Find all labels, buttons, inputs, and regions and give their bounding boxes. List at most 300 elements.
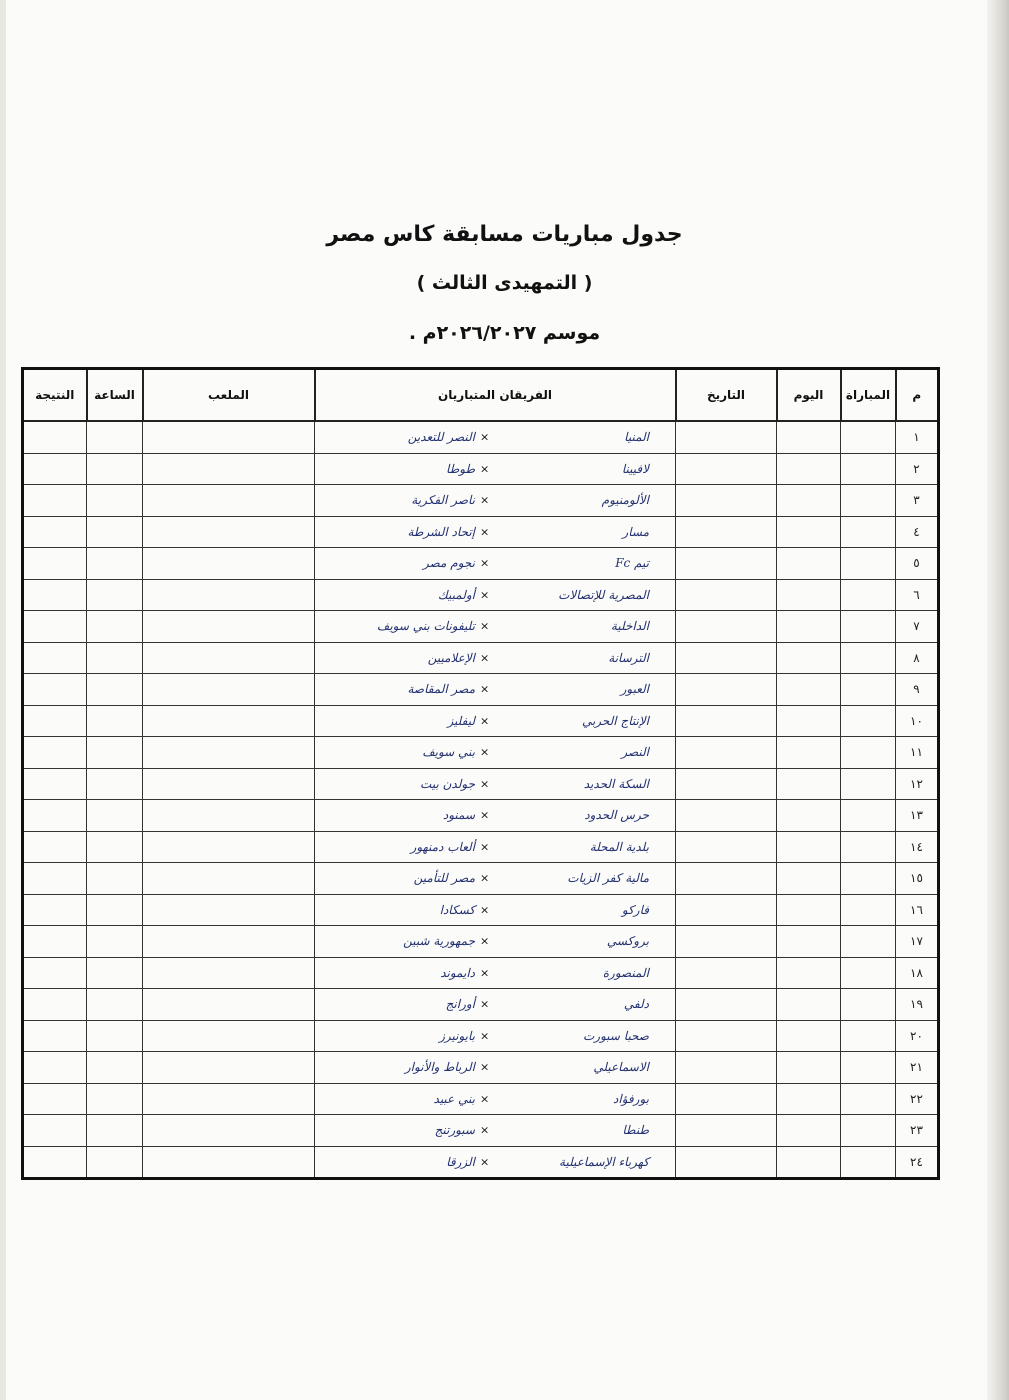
team-b: إتحاد الشرطة [407, 524, 475, 539]
time-cell [87, 421, 143, 453]
teams-cell [315, 1083, 676, 1115]
versus-mark: × [480, 777, 490, 791]
team-b: جولدن بيت [420, 776, 475, 791]
team-a: الألومنيوم [601, 493, 649, 508]
result-cell [23, 957, 87, 989]
day-cell [777, 453, 841, 485]
time-cell [87, 863, 143, 895]
time-cell [87, 1020, 143, 1052]
stadium-cell [143, 674, 315, 706]
match-cell [841, 548, 896, 580]
teams-cell [315, 705, 676, 737]
season-label [0, 322, 1009, 344]
teams-cell [315, 737, 676, 769]
match-cell [841, 516, 896, 548]
match-cell [841, 800, 896, 832]
table-row [23, 831, 939, 863]
team-b: ليفليز [447, 713, 475, 728]
day-cell [777, 800, 841, 832]
teams-cell [315, 1052, 676, 1084]
day-cell [777, 516, 841, 548]
stadium-cell [143, 705, 315, 737]
teams-cell [315, 768, 676, 800]
result-cell [23, 642, 87, 674]
stadium-cell [143, 863, 315, 895]
table-header-row [23, 369, 939, 422]
col-header-num: م [896, 369, 939, 422]
time-cell [87, 926, 143, 958]
result-cell [23, 421, 87, 453]
date-cell [676, 768, 777, 800]
stadium-cell [143, 516, 315, 548]
team-a: الداخلية [610, 619, 649, 634]
team-b: طوطا [446, 461, 475, 476]
stadium-cell [143, 1020, 315, 1052]
result-cell [23, 1146, 87, 1179]
versus-mark: × [480, 525, 490, 539]
table-row [23, 705, 939, 737]
day-cell [777, 642, 841, 674]
result-cell [23, 894, 87, 926]
date-cell [676, 674, 777, 706]
versus-mark: × [480, 556, 490, 570]
day-cell [777, 894, 841, 926]
team-b: بني عبيد [433, 1091, 475, 1106]
versus-mark: × [480, 714, 490, 728]
stadium-cell [143, 548, 315, 580]
date-cell [676, 957, 777, 989]
num-cell: ٦ [896, 579, 939, 611]
time-cell [87, 1115, 143, 1147]
team-a: صحبا سبورت [583, 1028, 649, 1043]
num-cell: ٢٣ [896, 1115, 939, 1147]
date-cell [676, 421, 777, 453]
team-a: الترسانة [608, 650, 649, 665]
team-a: بورفؤاد [613, 1091, 649, 1106]
table-row [23, 1020, 939, 1052]
team-b: بايونيرز [439, 1028, 475, 1043]
result-cell [23, 485, 87, 517]
date-cell [676, 705, 777, 737]
date-cell [676, 863, 777, 895]
time-cell [87, 705, 143, 737]
season-text: موسم ٢٠٢٦/٢٠٢٧م . [408, 322, 601, 344]
time-cell [87, 611, 143, 643]
stadium-cell [143, 957, 315, 989]
num-cell: ١٠ [896, 705, 939, 737]
team-a: لافيينا [621, 461, 649, 476]
match-cell [841, 453, 896, 485]
time-cell [87, 642, 143, 674]
result-cell [23, 1052, 87, 1084]
num-cell: ٢٠ [896, 1020, 939, 1052]
stadium-cell [143, 1083, 315, 1115]
team-a: المنصورة [602, 965, 649, 980]
table-row [23, 579, 939, 611]
teams-cell [315, 642, 676, 674]
match-cell [841, 831, 896, 863]
match-cell [841, 737, 896, 769]
date-cell [676, 642, 777, 674]
day-cell [777, 989, 841, 1021]
num-cell: ١٥ [896, 863, 939, 895]
match-cell [841, 863, 896, 895]
stadium-cell [143, 421, 315, 453]
day-cell [777, 1115, 841, 1147]
match-cell [841, 485, 896, 517]
team-a: تيم Fc [615, 556, 649, 571]
match-cell [841, 579, 896, 611]
teams-cell [315, 1020, 676, 1052]
date-cell [676, 1083, 777, 1115]
stadium-cell [143, 989, 315, 1021]
table-row [23, 863, 939, 895]
num-cell: ٩ [896, 674, 939, 706]
match-cell [841, 421, 896, 453]
col-header-date: التاريخ [676, 369, 777, 422]
time-cell [87, 1146, 143, 1179]
match-cell [841, 1146, 896, 1179]
table-row [23, 421, 939, 453]
day-cell [777, 485, 841, 517]
team-a: فاركو [621, 902, 649, 917]
date-cell [676, 453, 777, 485]
day-cell [777, 768, 841, 800]
num-cell: ١١ [896, 737, 939, 769]
time-cell [87, 485, 143, 517]
stadium-cell [143, 894, 315, 926]
versus-mark: × [480, 966, 490, 980]
team-b: أورانج [445, 997, 475, 1012]
day-cell [777, 674, 841, 706]
date-cell [676, 485, 777, 517]
team-a: السكة الحديد [583, 776, 649, 791]
table-row [23, 957, 939, 989]
teams-cell [315, 831, 676, 863]
date-cell [676, 611, 777, 643]
teams-cell [315, 421, 676, 453]
result-cell [23, 831, 87, 863]
teams-cell [315, 548, 676, 580]
table-row [23, 485, 939, 517]
col-header-result: النتيجة [23, 369, 87, 422]
num-cell: ٢٢ [896, 1083, 939, 1115]
team-b: الرباط والأنوار [404, 1060, 475, 1075]
result-cell [23, 705, 87, 737]
time-cell [87, 737, 143, 769]
date-cell [676, 894, 777, 926]
result-cell [23, 1083, 87, 1115]
num-cell: ٧ [896, 611, 939, 643]
match-cell [841, 705, 896, 737]
num-cell: ٤ [896, 516, 939, 548]
versus-mark: × [480, 903, 490, 917]
day-cell [777, 579, 841, 611]
result-cell [23, 926, 87, 958]
table-row [23, 642, 939, 674]
team-a: دلفي [623, 997, 649, 1012]
match-cell [841, 989, 896, 1021]
stadium-cell [143, 831, 315, 863]
teams-cell [315, 453, 676, 485]
match-cell [841, 1115, 896, 1147]
day-cell [777, 1083, 841, 1115]
match-cell [841, 894, 896, 926]
team-b: أولمبيك [437, 587, 475, 602]
day-cell [777, 831, 841, 863]
schedule-table [21, 367, 940, 1180]
stadium-cell [143, 453, 315, 485]
teams-cell [315, 957, 676, 989]
versus-mark: × [480, 588, 490, 602]
round-subtitle: ( التمهيدى الثالث ) [416, 272, 593, 294]
document-title: جدول مباريات مسابقة كاس مصر [326, 222, 683, 247]
num-cell: ٨ [896, 642, 939, 674]
day-cell [777, 1052, 841, 1084]
table-row [23, 768, 939, 800]
versus-mark: × [480, 619, 490, 633]
table-row [23, 1083, 939, 1115]
num-cell: ١٨ [896, 957, 939, 989]
teams-cell [315, 863, 676, 895]
versus-mark: × [480, 682, 490, 696]
versus-mark: × [480, 462, 490, 476]
versus-mark: × [480, 1029, 490, 1043]
day-cell [777, 1020, 841, 1052]
teams-cell [315, 485, 676, 517]
time-cell [87, 768, 143, 800]
date-cell [676, 1146, 777, 1179]
teams-cell [315, 926, 676, 958]
date-cell [676, 800, 777, 832]
num-cell: ٢٤ [896, 1146, 939, 1179]
team-b: ألعاب دمنهور [410, 839, 475, 854]
col-header-time: الساعة [87, 369, 143, 422]
num-cell: ١٩ [896, 989, 939, 1021]
team-b: دايموند [440, 965, 475, 980]
day-cell [777, 737, 841, 769]
versus-mark: × [480, 651, 490, 665]
team-b: مصر للتأمين [413, 871, 475, 886]
date-cell [676, 1115, 777, 1147]
versus-mark: × [480, 1123, 490, 1137]
col-header-stadium: الملعب [143, 369, 315, 422]
col-header-day: اليوم [777, 369, 841, 422]
versus-mark: × [480, 1092, 490, 1106]
team-a: المصرية للإتصالات [558, 587, 649, 602]
match-cell [841, 957, 896, 989]
result-cell [23, 453, 87, 485]
date-cell [676, 516, 777, 548]
result-cell [23, 1115, 87, 1147]
versus-mark: × [480, 745, 490, 759]
num-cell: ١٧ [896, 926, 939, 958]
time-cell [87, 579, 143, 611]
team-a: بروكسي [606, 934, 649, 949]
teams-cell [315, 579, 676, 611]
team-a: الإنتاج الحربي [581, 713, 649, 728]
team-b: ناصر الفكرية [411, 493, 475, 508]
scan-edge-left [0, 0, 6, 1400]
teams-cell [315, 674, 676, 706]
day-cell [777, 548, 841, 580]
teams-cell [315, 1146, 676, 1179]
stadium-cell [143, 579, 315, 611]
date-cell [676, 1052, 777, 1084]
table-row [23, 800, 939, 832]
result-cell [23, 611, 87, 643]
time-cell [87, 957, 143, 989]
team-a: حرس الحدود [584, 808, 649, 823]
result-cell [23, 800, 87, 832]
num-cell: ١٣ [896, 800, 939, 832]
team-b: مصر المقاصة [407, 682, 475, 697]
match-cell [841, 1083, 896, 1115]
result-cell [23, 1020, 87, 1052]
time-cell [87, 800, 143, 832]
versus-mark: × [480, 1155, 490, 1169]
num-cell: ٥ [896, 548, 939, 580]
result-cell [23, 548, 87, 580]
date-cell [676, 548, 777, 580]
team-a: كهرباء الإسماعيلية [559, 1154, 649, 1169]
time-cell [87, 989, 143, 1021]
team-b: بني سويف [422, 745, 475, 760]
team-a: المنيا [624, 430, 649, 445]
num-cell: ٢ [896, 453, 939, 485]
versus-mark: × [480, 871, 490, 885]
stadium-cell [143, 768, 315, 800]
scan-edge-right [987, 0, 1009, 1400]
result-cell [23, 579, 87, 611]
num-cell: ١٢ [896, 768, 939, 800]
teams-cell [315, 516, 676, 548]
stadium-cell [143, 642, 315, 674]
stadium-cell [143, 1115, 315, 1147]
team-b: تليفونات بني سويف [376, 619, 475, 634]
num-cell: ١٤ [896, 831, 939, 863]
match-cell [841, 1020, 896, 1052]
date-cell [676, 737, 777, 769]
match-cell [841, 642, 896, 674]
team-b: جمهورية شبين [403, 934, 475, 949]
result-cell [23, 863, 87, 895]
result-cell [23, 768, 87, 800]
teams-cell [315, 611, 676, 643]
team-b: نجوم مصر [423, 556, 475, 571]
team-a: مالية كفر الزيات [567, 871, 649, 886]
stadium-cell [143, 1146, 315, 1179]
table-row [23, 453, 939, 485]
stadium-cell [143, 926, 315, 958]
date-cell [676, 579, 777, 611]
day-cell [777, 1146, 841, 1179]
time-cell [87, 894, 143, 926]
num-cell: ٣ [896, 485, 939, 517]
table-row [23, 989, 939, 1021]
day-cell [777, 957, 841, 989]
match-cell [841, 768, 896, 800]
table-row [23, 611, 939, 643]
teams-cell [315, 894, 676, 926]
versus-mark: × [480, 430, 490, 444]
versus-mark: × [480, 840, 490, 854]
stadium-cell [143, 800, 315, 832]
result-cell [23, 989, 87, 1021]
table-row [23, 1052, 939, 1084]
day-cell [777, 421, 841, 453]
team-b: كسكادا [439, 902, 475, 917]
result-cell [23, 516, 87, 548]
date-cell [676, 926, 777, 958]
time-cell [87, 453, 143, 485]
time-cell [87, 674, 143, 706]
team-a: النصر [621, 745, 649, 760]
date-cell [676, 831, 777, 863]
time-cell [87, 1052, 143, 1084]
result-cell [23, 674, 87, 706]
team-b: الإعلاميين [427, 650, 475, 665]
day-cell [777, 863, 841, 895]
col-header-match: المباراة [841, 369, 896, 422]
day-cell [777, 611, 841, 643]
match-cell [841, 611, 896, 643]
table-row [23, 516, 939, 548]
team-b: سمنود [442, 808, 475, 823]
teams-cell [315, 1115, 676, 1147]
match-cell [841, 674, 896, 706]
match-cell [841, 926, 896, 958]
table-row [23, 894, 939, 926]
teams-cell [315, 800, 676, 832]
time-cell [87, 1083, 143, 1115]
team-a: الاسماعيلي [593, 1060, 649, 1075]
time-cell [87, 548, 143, 580]
stadium-cell [143, 737, 315, 769]
num-cell: ١٦ [896, 894, 939, 926]
num-cell: ١ [896, 421, 939, 453]
stadium-cell [143, 485, 315, 517]
team-a: مسار [622, 524, 649, 539]
stadium-cell [143, 1052, 315, 1084]
stadium-cell [143, 611, 315, 643]
match-cell [841, 1052, 896, 1084]
team-a: العبور [620, 682, 649, 697]
versus-mark: × [480, 808, 490, 822]
table-row [23, 1146, 939, 1179]
versus-mark: × [480, 997, 490, 1011]
team-b: النصر للتعدين [407, 430, 475, 445]
table-row [23, 674, 939, 706]
result-cell [23, 737, 87, 769]
col-header-teams: الفريقان المتباريان [315, 369, 676, 422]
table-row [23, 737, 939, 769]
versus-mark: × [480, 1060, 490, 1074]
table-row [23, 1115, 939, 1147]
time-cell [87, 516, 143, 548]
day-cell [777, 705, 841, 737]
table-row [23, 548, 939, 580]
team-a: طنطا [622, 1123, 649, 1138]
versus-mark: × [480, 493, 490, 507]
team-a: بلدية المحلة [589, 839, 649, 854]
day-cell [777, 926, 841, 958]
num-cell: ٢١ [896, 1052, 939, 1084]
date-cell [676, 1020, 777, 1052]
team-b: الزرقا [446, 1154, 475, 1169]
table-row [23, 926, 939, 958]
versus-mark: × [480, 934, 490, 948]
